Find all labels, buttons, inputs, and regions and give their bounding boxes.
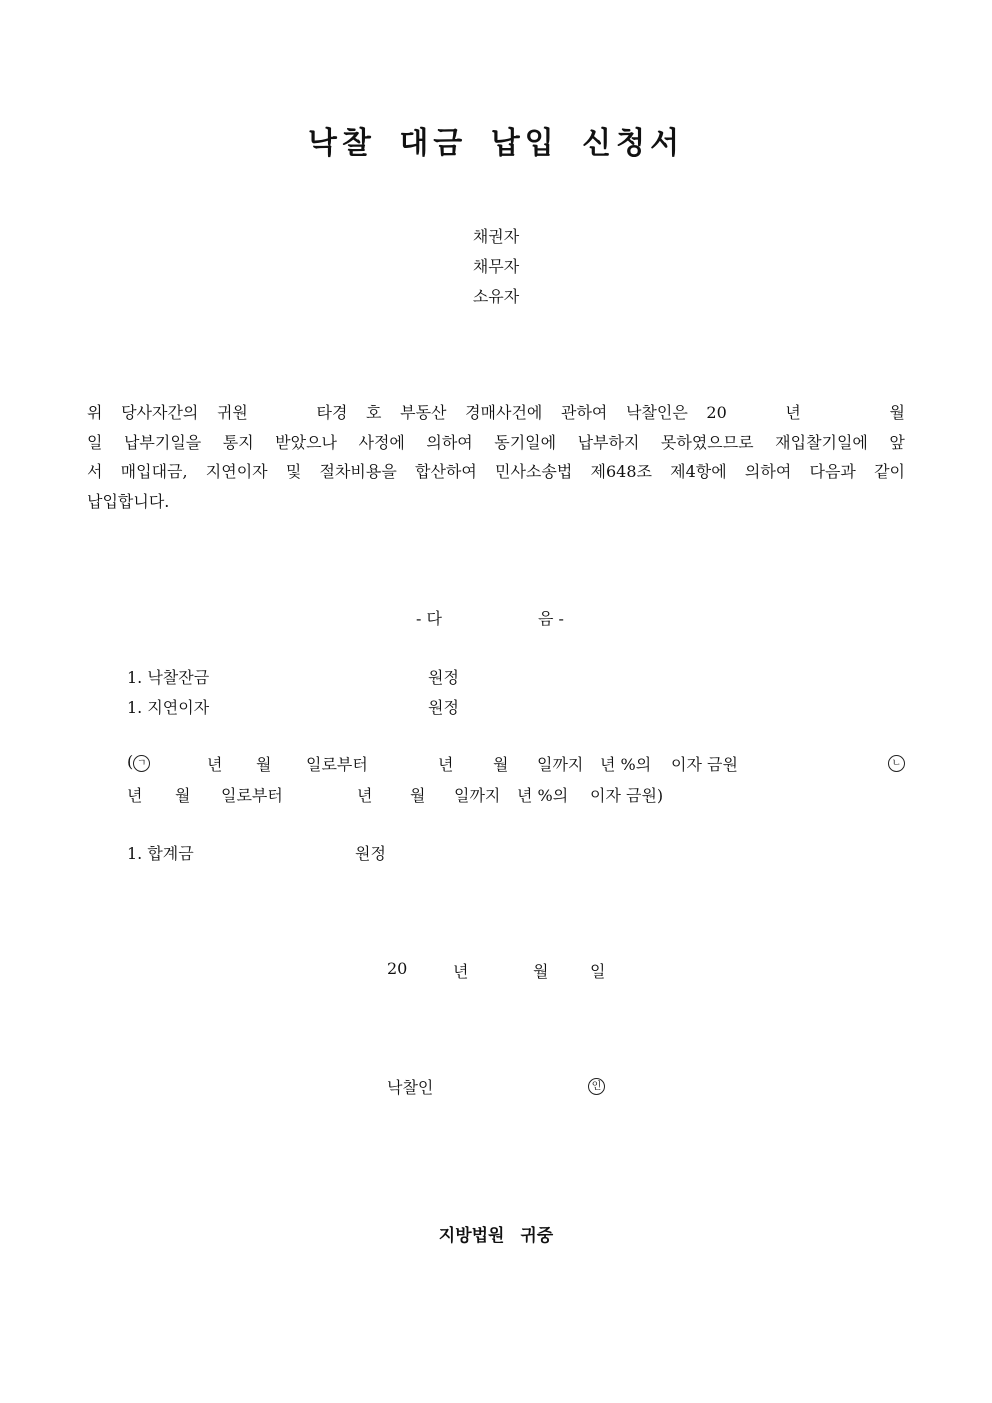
word: 호 (366, 403, 382, 422)
word: 민사소송법 (495, 462, 573, 481)
from-label: 일로부터 (221, 786, 283, 805)
word: 제648조 (590, 462, 652, 481)
document-title: 낙찰 대금 납입 신청서 (307, 126, 685, 161)
word: 일 (87, 432, 103, 452)
word: 관하여 (560, 403, 608, 422)
year-unit: 년 (438, 755, 454, 774)
word: 년 (785, 403, 801, 422)
body-paragraph (87, 398, 905, 516)
word: 받았으나 (275, 432, 337, 452)
heading-right: 음 - (538, 609, 564, 628)
word: 같이 (874, 462, 905, 481)
amount-label: 이자 금원 (671, 755, 738, 774)
word: 납부기일을 (123, 432, 202, 452)
paragraph-line-1 (87, 398, 905, 428)
month-unit: 월 (410, 786, 426, 805)
court-addressee: 지방법원 귀중 (438, 1226, 554, 1246)
total-label: 1. 합계금 (127, 844, 194, 863)
word: 낙찰인은 (625, 403, 688, 422)
word: 타경 (316, 403, 348, 422)
open-paren: ( (127, 752, 134, 771)
month-unit: 월 (256, 755, 272, 774)
word: 부동산 (400, 403, 447, 422)
balance-label: 1. 낙찰잔금 (127, 668, 210, 687)
word: 다음과 (809, 462, 856, 481)
word: 월 (889, 403, 905, 422)
until-label: 일까지 (454, 786, 501, 805)
word: 매입대금, (120, 462, 188, 481)
word: 통지 (222, 432, 254, 452)
heading-left: - 다 (416, 609, 442, 628)
word: 의하여 (426, 432, 473, 452)
word: 지연이자 (205, 462, 268, 481)
date-month-unit: 월 (533, 962, 549, 981)
word: 절차비용을 (319, 462, 397, 481)
circled-mark-2-glyph: ㄴ (888, 755, 905, 772)
interest-label: 1. 지연이자 (127, 698, 210, 717)
word: 동기일에 (494, 432, 557, 452)
rate-label: 년 %의 (600, 755, 652, 774)
word: 위 (87, 403, 103, 422)
word: 납부하지 (577, 432, 640, 452)
balance-unit: 원정 (428, 668, 459, 687)
word: 귀원 (216, 403, 248, 422)
rate-label: 년 %의 (517, 786, 569, 805)
total-unit: 원정 (355, 844, 386, 863)
year-unit: 년 (357, 786, 373, 805)
debtor-label: 채무자 (472, 257, 520, 276)
word: 당사자간의 (121, 403, 199, 422)
date-year: 20 (387, 959, 408, 978)
until-label: 일까지 (537, 755, 584, 774)
date-day-unit: 일 (590, 962, 606, 981)
word: 서 (87, 462, 103, 481)
year-unit: 년 (207, 755, 223, 774)
word: 의하여 (744, 462, 792, 481)
month-unit: 월 (175, 786, 191, 805)
month-unit: 월 (493, 755, 509, 774)
year-unit: 년 (127, 786, 143, 805)
signer-label: 낙찰인 (387, 1078, 434, 1097)
circled-mark-1: ㄱ (133, 755, 150, 772)
word: 경매사건에 (465, 403, 543, 422)
word: 제4항에 (670, 462, 727, 481)
circled-mark-2 (888, 752, 905, 772)
interest-unit: 원정 (428, 698, 459, 717)
word: 재입찰기일에 (775, 432, 868, 452)
owner-label: 소유자 (472, 287, 520, 306)
word: 앞 (889, 432, 905, 452)
paragraph-line-2 (87, 428, 905, 458)
word: 합산하여 (414, 462, 477, 481)
word: 납입합니다. (87, 491, 170, 511)
paragraph-line-3 (87, 457, 905, 487)
seal-mark (588, 1075, 605, 1095)
date-year-unit: 년 (453, 962, 469, 981)
word: 및 (285, 462, 302, 481)
amount-label: 이자 금원) (590, 786, 664, 805)
seal-glyph: 인 (588, 1078, 605, 1095)
from-label: 일로부터 (306, 755, 368, 774)
creditor-label: 채권자 (472, 227, 520, 246)
word: 20 (706, 403, 727, 422)
interest-detail-line-1 (127, 752, 150, 772)
word: 못하였으므로 (660, 432, 754, 452)
word: 사정에 (358, 432, 405, 452)
paragraph-line-4 (87, 487, 905, 517)
